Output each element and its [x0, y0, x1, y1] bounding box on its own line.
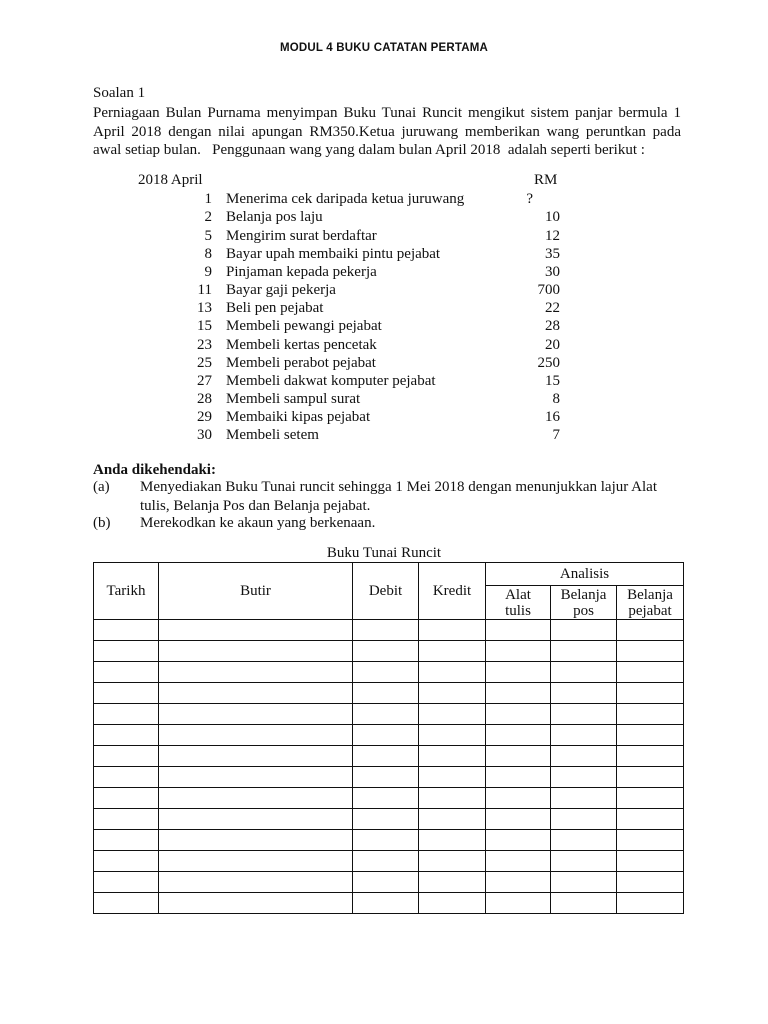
requirement-text	[140, 478, 681, 515]
table-row	[94, 725, 684, 746]
table-row	[94, 809, 684, 830]
txn-day: 25	[197, 355, 212, 371]
txn-amount: 35	[545, 246, 560, 262]
table-row	[94, 662, 684, 683]
txn-day: 30	[197, 427, 212, 443]
txn-amount: 700	[537, 282, 560, 298]
petty-cash-book-table	[93, 562, 684, 914]
col-belanja-pejabat	[617, 586, 684, 620]
txn-desc: Membeli pewangi pejabat	[226, 318, 382, 334]
txn-desc: Mengirim surat berdaftar	[226, 228, 377, 244]
txn-amount: 30	[545, 264, 560, 280]
txn-day: 15	[197, 318, 212, 334]
txn-day: 2	[204, 209, 212, 225]
transaction-row	[0, 372, 768, 390]
requirement-a	[93, 478, 683, 515]
txn-day: 23	[197, 337, 212, 353]
transaction-row	[0, 390, 768, 408]
txn-desc: Membeli perabot pejabat	[226, 355, 376, 371]
requirement-b	[93, 514, 683, 533]
table-row	[94, 872, 684, 893]
table-row	[94, 746, 684, 767]
txn-day: 11	[197, 282, 212, 298]
col-alat-line: Alat	[505, 586, 531, 603]
table-row	[94, 830, 684, 851]
col-butir: Butir	[159, 563, 353, 620]
transaction-row	[0, 299, 768, 317]
module-title: MODUL 4 BUKU CATATAN PERTAMA	[279, 42, 489, 54]
col-kredit: Kredit	[419, 563, 486, 620]
col-tarikh: Tarikh	[94, 563, 159, 620]
txn-amount: 28	[545, 318, 560, 334]
txn-amount: 7	[552, 427, 560, 443]
transaction-row	[0, 190, 768, 208]
transaction-row	[0, 245, 768, 263]
transaction-row	[0, 408, 768, 426]
transaction-row	[0, 354, 768, 372]
txn-desc: Membaiki kipas pejabat	[226, 409, 371, 425]
col-pos-line: Belanja	[560, 586, 607, 603]
txn-desc: Membeli dakwat komputer pejabat	[226, 373, 436, 389]
transaction-row	[0, 208, 768, 226]
currency-label: RM	[534, 172, 558, 188]
transaction-row	[0, 281, 768, 299]
txn-desc: Membeli sampul surat	[226, 391, 361, 407]
txn-day: 9	[204, 264, 212, 280]
question-title: Soalan 1	[93, 85, 146, 101]
col-pos-line: pos	[573, 602, 594, 619]
table-row	[94, 851, 684, 872]
txn-amount: 250	[537, 355, 560, 371]
txn-day: 5	[204, 228, 212, 244]
txn-day: 1	[204, 191, 212, 207]
col-pejabat-line: Belanja	[627, 586, 673, 603]
txn-amount: ?	[526, 191, 533, 207]
col-alat-tulis	[486, 586, 551, 620]
table-row	[94, 683, 684, 704]
requirement-label: (a)	[93, 479, 110, 495]
intro-line: Perniagaan Bulan Purnama menyimpan Buku Tunai Runcit mengikut sistem panjar bermula 1	[93, 105, 681, 121]
txn-amount: 12	[545, 228, 560, 244]
txn-desc: Menerima cek daripada ketua juruwang	[226, 191, 465, 207]
txn-amount: 10	[545, 209, 560, 225]
txn-desc: Membeli setem	[226, 427, 319, 443]
col-debit: Debit	[353, 563, 419, 620]
txn-amount: 16	[545, 409, 560, 425]
txn-day: 29	[197, 409, 212, 425]
txn-day: 8	[204, 246, 212, 262]
requirement-text: Merekodkan ke akaun yang berkenaan.	[140, 515, 376, 531]
txn-desc: Bayar upah membaiki pintu pejabat	[226, 246, 441, 262]
transaction-row	[0, 317, 768, 335]
requirement-line: Menyediakan Buku Tunai runcit sehingga 1 Mei 2018 dengan menunjukkan lajur Alat	[140, 479, 658, 495]
txn-desc: Belanja pos laju	[226, 209, 323, 225]
requirement-line: tulis, Belanja Pos dan Belanja pejabat.	[140, 497, 371, 514]
col-pejabat-line: pejabat	[628, 602, 672, 619]
transaction-row	[0, 426, 768, 444]
txn-desc: Membeli kertas pencetak	[226, 337, 377, 353]
txn-day: 27	[197, 373, 212, 389]
table-row	[94, 620, 684, 641]
txn-amount: 8	[552, 391, 560, 407]
txn-amount: 20	[545, 337, 560, 353]
col-belanja-pos	[551, 586, 617, 620]
col-alat-line: tulis	[505, 602, 531, 619]
col-analisis: Analisis	[486, 563, 684, 586]
requirement-label: (b)	[93, 515, 111, 531]
intro-line: awal setiap bulan. Penggunaan wang yang dalam bulan April 2018 adalah seperti berikut :	[93, 142, 645, 158]
transaction-row	[0, 336, 768, 354]
txn-desc: Bayar gaji pekerja	[226, 282, 336, 298]
table-row	[94, 893, 684, 914]
txn-day: 28	[197, 391, 212, 407]
question-intro	[93, 104, 681, 160]
table-row	[94, 641, 684, 662]
transaction-row	[0, 227, 768, 245]
table-caption: Buku Tunai Runcit	[326, 545, 442, 561]
period-label: 2018 April	[138, 172, 203, 188]
txn-day: 13	[197, 300, 212, 316]
table-row	[94, 704, 684, 725]
txn-desc: Pinjaman kepada pekerja	[226, 264, 377, 280]
transaction-row	[0, 263, 768, 281]
txn-desc: Beli pen pejabat	[226, 300, 324, 316]
txn-amount: 22	[545, 300, 560, 316]
table-row	[94, 767, 684, 788]
table-row	[94, 788, 684, 809]
intro-line: April 2018 dengan nilai apungan RM350.Ketua juruwang memberikan wang peruntkan pada	[93, 123, 681, 140]
requirements-heading: Anda dikehendaki:	[93, 462, 216, 478]
txn-amount: 15	[545, 373, 560, 389]
